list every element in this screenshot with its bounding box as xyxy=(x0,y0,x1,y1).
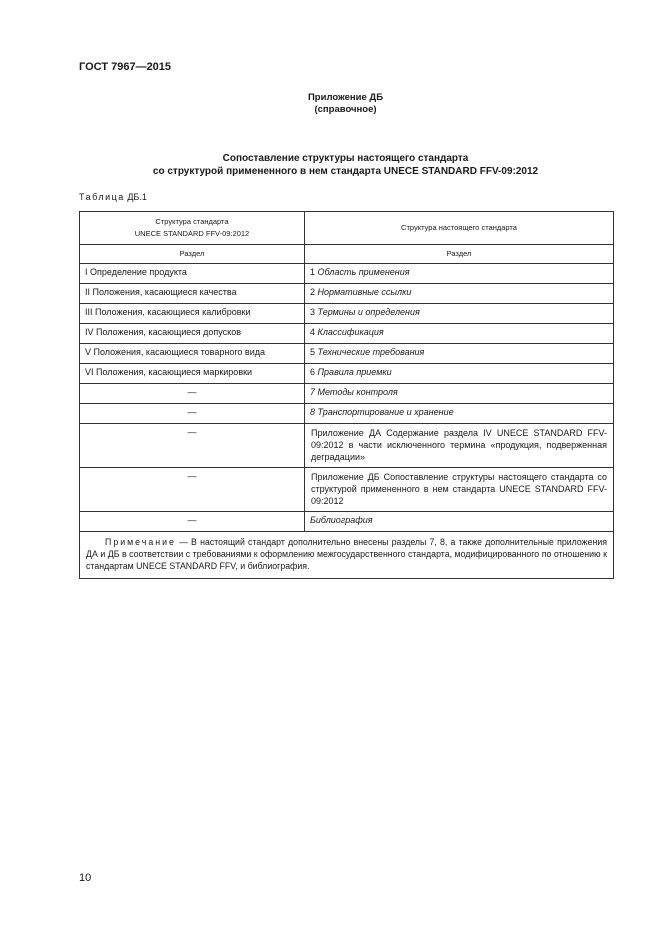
row-left: — xyxy=(80,384,305,404)
row-right-text: Нормативные ссылки xyxy=(317,287,412,297)
page-number: 10 xyxy=(79,872,92,884)
row-right-num: 2 xyxy=(310,287,316,297)
row-right: Приложение ДБ Сопоставление структуры настоящего стандарта со структурой примененного в нем стандарта UNECE STANDARD FFV-09:2012 xyxy=(305,468,614,512)
note-text: — В настоящий стандарт дополнительно внесены разделы 7, 8, а также дополнительные приложения ДА и ДБ в соответствии с требованиями к оформлению межгосударственного стандарта, модифицированного по отношению к стандартам UNECE STANDARD FFV, и библиография. xyxy=(86,537,607,571)
row-left: V Положения, касающиеся товарного вида xyxy=(80,344,305,364)
table-row xyxy=(80,424,614,468)
table-row xyxy=(80,364,614,384)
note-label: Примечание xyxy=(105,537,176,547)
row-right xyxy=(305,284,614,304)
table-caption xyxy=(79,192,147,202)
row-right-text: Методы контроля xyxy=(317,387,398,397)
row-right: Приложение ДА Содержание раздела IV UNECE STANDARD FFV-09:2012 в части исключенного термина «продукция, подверженная деградации» xyxy=(305,424,614,468)
col1-subheader: Раздел xyxy=(80,245,305,264)
table-row xyxy=(80,468,614,512)
row-left: II Положения, касающиеся качества xyxy=(80,284,305,304)
table-caption-label: Таблица xyxy=(79,192,125,202)
col1-header-line2: UNECE STANDARD FFV-09:2012 xyxy=(134,229,250,238)
col1-header xyxy=(80,212,305,245)
section-title-line1: Сопоставление структуры настоящего стандарта xyxy=(222,153,469,164)
annex-subtitle: (справочное) xyxy=(314,104,377,115)
row-right-num: 1 xyxy=(310,267,316,277)
row-right-text: Классификация xyxy=(317,327,384,337)
row-right-text: Термины и определения xyxy=(317,307,420,317)
row-right-text: Транспортирование и хранение xyxy=(317,407,454,417)
row-right-num: 5 xyxy=(310,347,316,357)
row-right-num: 8 xyxy=(310,407,316,417)
table-caption-number: ДБ.1 xyxy=(127,192,147,202)
row-right-num: 4 xyxy=(310,327,316,337)
row-right-text: Правила приемки xyxy=(317,367,392,377)
row-left: IV Положения, касающиеся допусков xyxy=(80,324,305,344)
row-right xyxy=(305,364,614,384)
row-right-num: 3 xyxy=(310,307,316,317)
row-right xyxy=(305,404,614,424)
comparison-table xyxy=(79,211,614,579)
row-right xyxy=(305,384,614,404)
col1-header-line1: Структура стандарта xyxy=(155,217,229,226)
row-left: — xyxy=(80,512,305,532)
table-subheader-row xyxy=(80,245,614,264)
row-right-num: 7 xyxy=(310,387,316,397)
row-left: III Положения, касающиеся калибровки xyxy=(80,304,305,324)
row-right xyxy=(305,264,614,284)
table-row xyxy=(80,404,614,424)
section-title-line2: со структурой примененного в нем стандарта UNECE STANDARD FFV-09:2012 xyxy=(152,166,539,177)
row-right xyxy=(305,344,614,364)
row-left: — xyxy=(80,468,305,512)
table-note xyxy=(80,532,614,579)
annex-heading xyxy=(0,92,661,116)
section-title xyxy=(0,152,661,178)
table-row xyxy=(80,324,614,344)
table-note-row xyxy=(80,532,614,579)
table-row xyxy=(80,264,614,284)
table-row xyxy=(80,284,614,304)
table-row xyxy=(80,384,614,404)
row-right xyxy=(305,304,614,324)
row-right-text: Область применения xyxy=(317,267,410,277)
row-left: — xyxy=(80,404,305,424)
table-row xyxy=(80,304,614,324)
table-row xyxy=(80,344,614,364)
row-left: VI Положения, касающиеся маркировки xyxy=(80,364,305,384)
row-right-num: 6 xyxy=(310,367,316,377)
row-right-text: Технические требования xyxy=(317,347,425,357)
row-right: Библиография xyxy=(305,512,614,532)
document-code: ГОСТ 7967—2015 xyxy=(79,61,172,73)
col2-subheader: Раздел xyxy=(305,245,614,264)
annex-title: Приложение ДБ xyxy=(307,92,384,103)
row-left: I Определение продукта xyxy=(80,264,305,284)
col2-header: Структура настоящего стандарта xyxy=(305,212,614,245)
row-left: — xyxy=(80,424,305,468)
table-header-row xyxy=(80,212,614,245)
row-right xyxy=(305,324,614,344)
table-row xyxy=(80,512,614,532)
